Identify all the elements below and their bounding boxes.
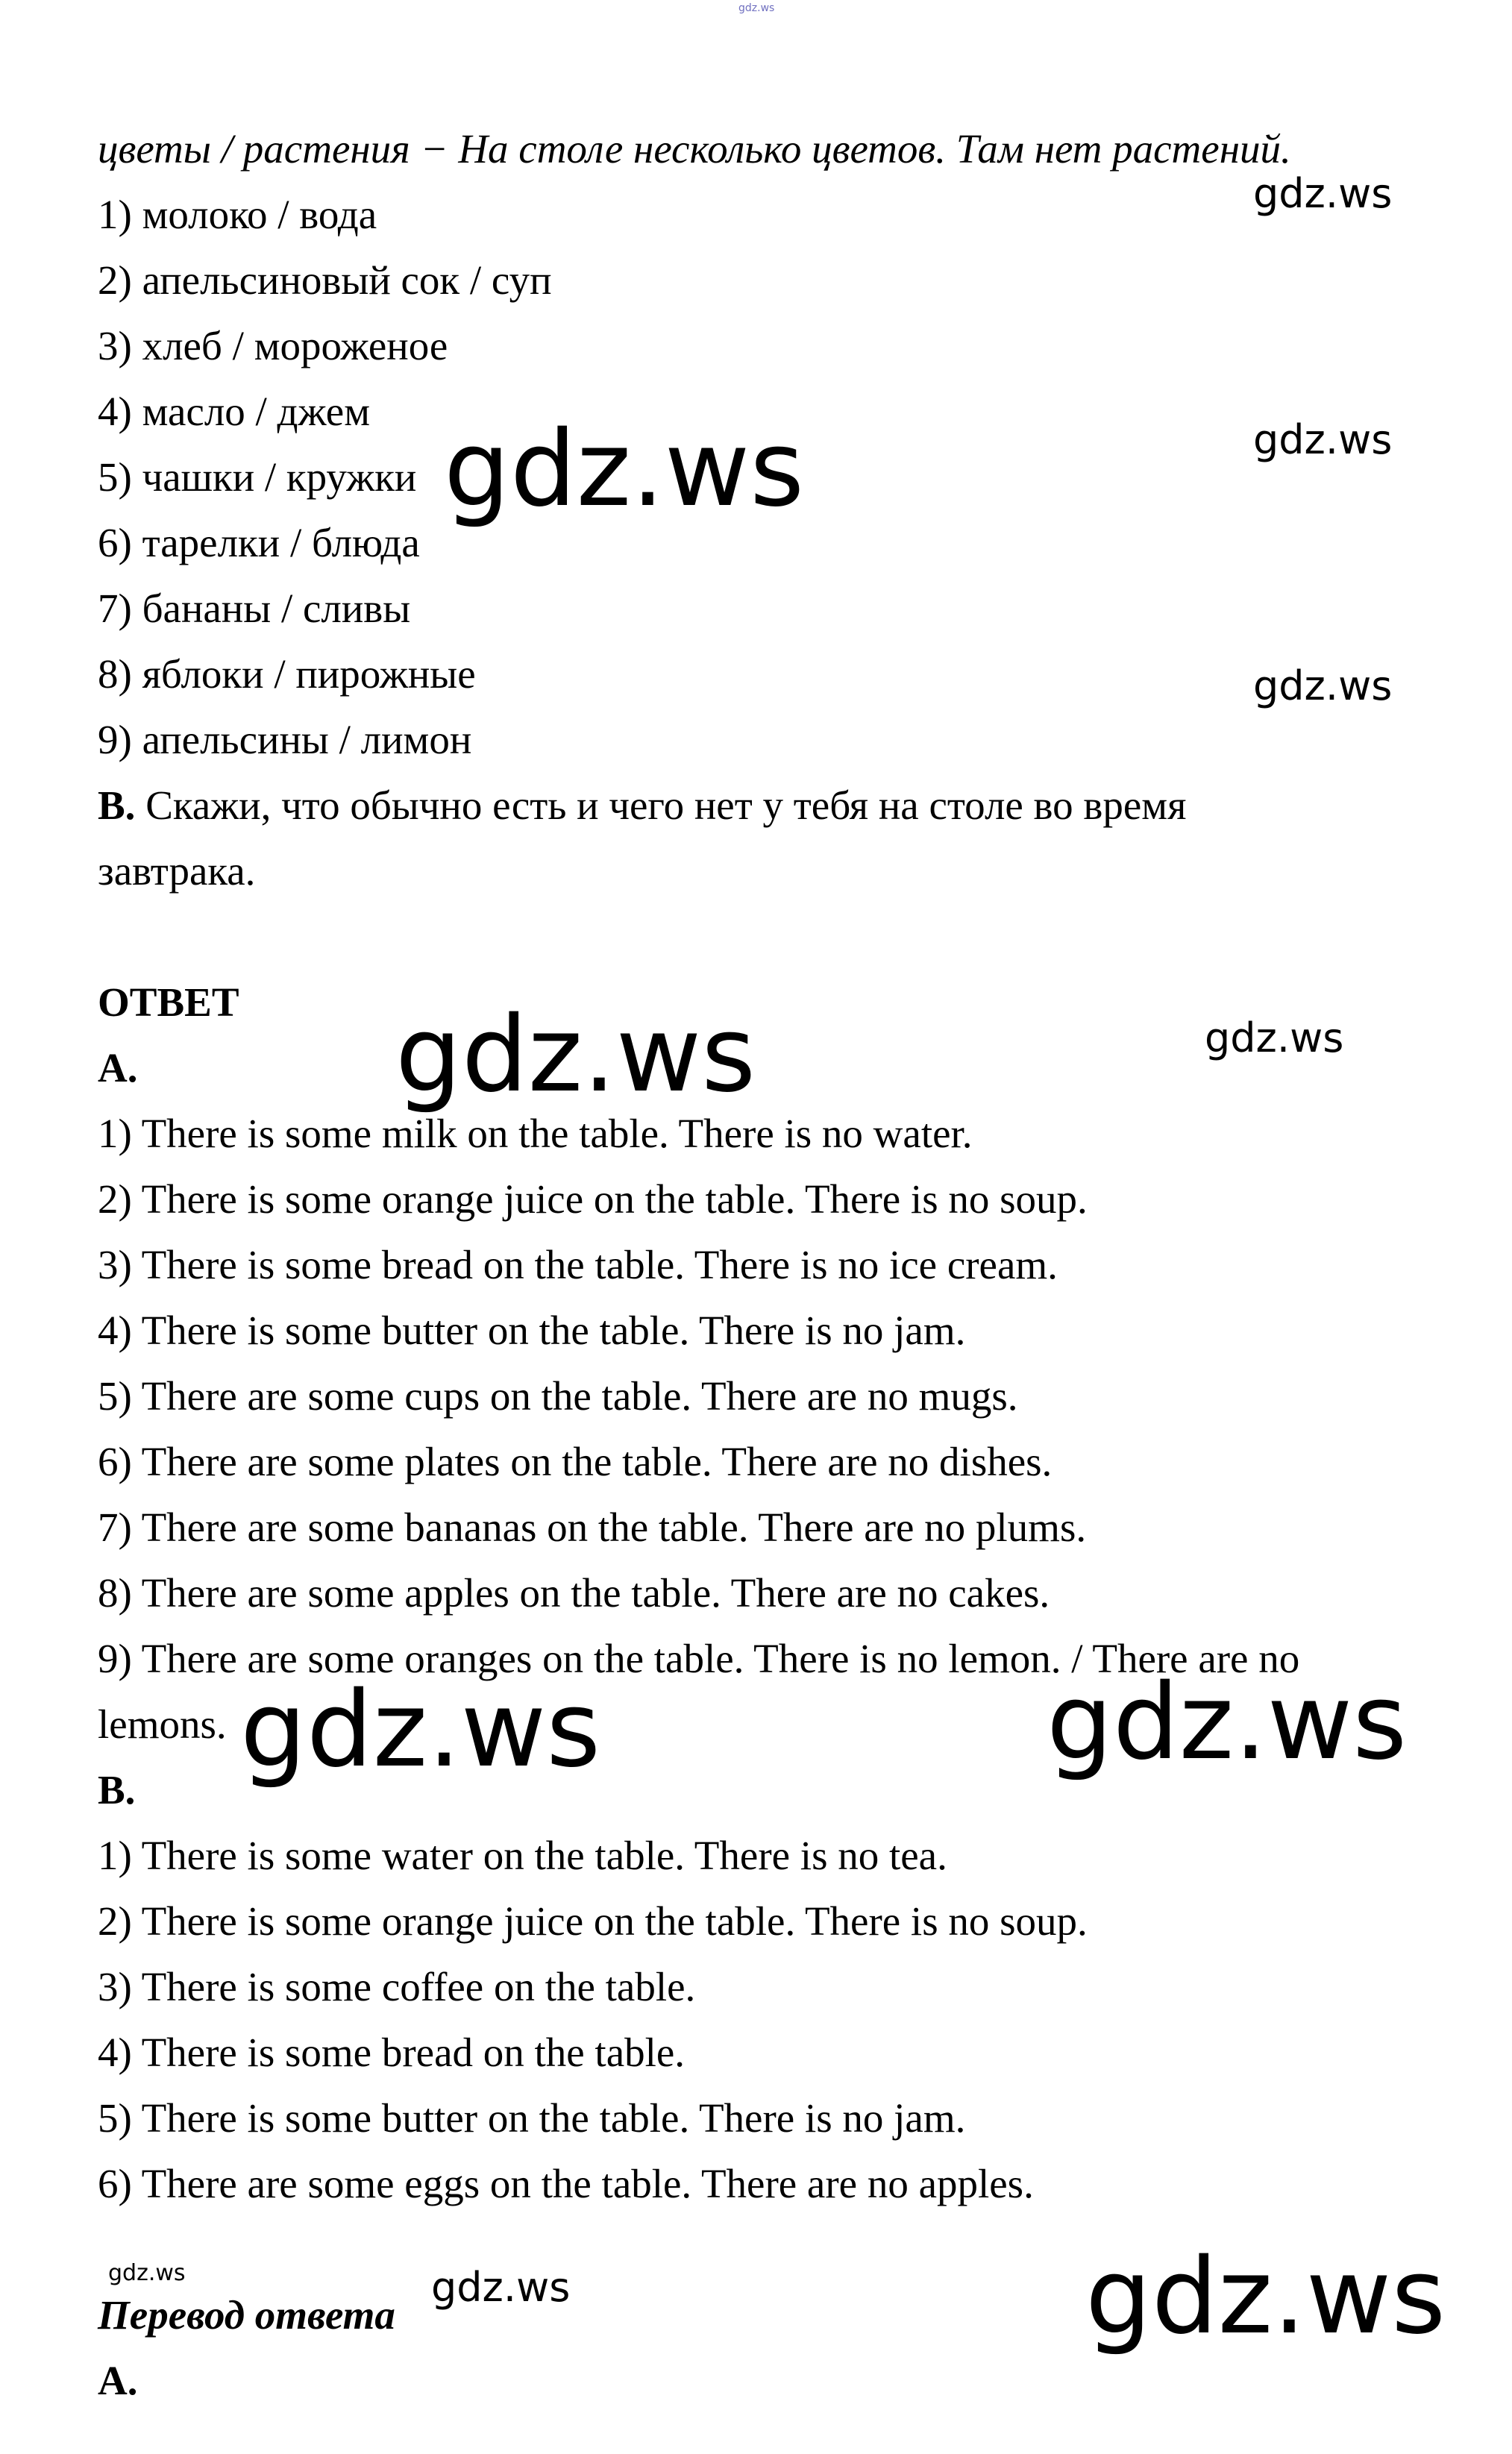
- task-b: [98, 779, 1186, 832]
- watermark-5: gdz.ws: [431, 2264, 571, 2311]
- exercise-item-3: 3) хлеб / мороженое: [98, 323, 448, 368]
- watermark-big-3: gdz.ws: [240, 1669, 601, 1791]
- answer-b-item-2: 2) There is some orange juice on the table. There is no soup.: [98, 1898, 1088, 1944]
- watermark-tiny: gdz.ws: [108, 2260, 186, 2286]
- answer-b-item-3: 3) There is some coffee on the table.: [98, 1964, 696, 2009]
- answer-b-item-1: 1) There is some water on the table. There is no tea.: [98, 1833, 947, 1878]
- watermark-1: gdz.ws: [1253, 170, 1393, 217]
- exercise-item-2: 2) апельсиновый сок / суп: [98, 257, 552, 303]
- exercise-item-6: 6) тарелки / блюда: [98, 520, 420, 565]
- exercise-item-7: 7) бананы / сливы: [98, 586, 411, 631]
- watermark-3: gdz.ws: [1253, 662, 1393, 709]
- answer-a-item-7: 7) There are some bananas on the table. There are no plums.: [98, 1504, 1087, 1550]
- answer-b-item-5: 5) There is some butter on the table. There is no jam.: [98, 2095, 966, 2141]
- answer-section-a-label: A.: [98, 1045, 138, 1091]
- task-b-label: B.: [98, 782, 136, 828]
- watermark-2: gdz.ws: [1253, 416, 1393, 463]
- answer-a-item-9-cont: lemons.: [98, 1701, 227, 1747]
- task-b-text: Скажи, что обычно есть и чего нет у тебя на столе во время: [135, 782, 1187, 828]
- watermark-big-4: gdz.ws: [1047, 1662, 1408, 1783]
- answer-a-item-4: 4) There is some butter on the table. There is no jam.: [98, 1308, 966, 1353]
- translation-section-a-label: A.: [98, 2358, 138, 2403]
- example-line: цветы / растения − На столе несколько цветов. Там нет растений.: [98, 126, 1291, 172]
- answer-a-item-5: 5) There are some cups on the table. There are no mugs.: [98, 1373, 1018, 1419]
- answer-a-item-1: 1) There is some milk on the table. There is no water.: [98, 1111, 973, 1156]
- answer-b-item-6: 6) There are some eggs on the table. There are no apples.: [98, 2161, 1034, 2206]
- answer-a-item-6: 6) There are some plates on the table. There are no dishes.: [98, 1439, 1053, 1484]
- answer-a-item-2: 2) There is some orange juice on the table. There is no soup.: [98, 1176, 1088, 1222]
- answer-a-item-8: 8) There are some apples on the table. There are no cakes.: [98, 1570, 1050, 1616]
- watermark-micro: gdz.ws: [738, 2, 775, 14]
- exercise-item-5: 5) чашки / кружки: [98, 454, 417, 500]
- exercise-item-8: 8) яблоки / пирожные: [98, 651, 476, 697]
- watermark-big-2: gdz.ws: [395, 994, 756, 1116]
- watermark-4: gdz.ws: [1205, 1014, 1344, 1061]
- exercise-item-1: 1) молоко / вода: [98, 192, 377, 237]
- watermark-big-5: gdz.ws: [1085, 2236, 1446, 2358]
- exercise-item-9: 9) апельсины / лимон: [98, 717, 472, 762]
- answer-heading: ОТВЕТ: [98, 979, 239, 1025]
- translation-heading: Перевод ответа: [98, 2292, 395, 2338]
- answer-b-item-4: 4) There is some bread on the table.: [98, 2030, 686, 2075]
- watermark-big-1: gdz.ws: [444, 409, 805, 530]
- answer-a-item-9: 9) There are some oranges on the table. There is no lemon. / There are no: [98, 1636, 1300, 1681]
- task-b-text-cont: завтрака.: [98, 848, 256, 894]
- exercise-item-4: 4) масло / джем: [98, 389, 371, 434]
- answer-section-b-label: B.: [98, 1767, 136, 1813]
- answer-a-item-3: 3) There is some bread on the table. There is no ice cream.: [98, 1242, 1058, 1287]
